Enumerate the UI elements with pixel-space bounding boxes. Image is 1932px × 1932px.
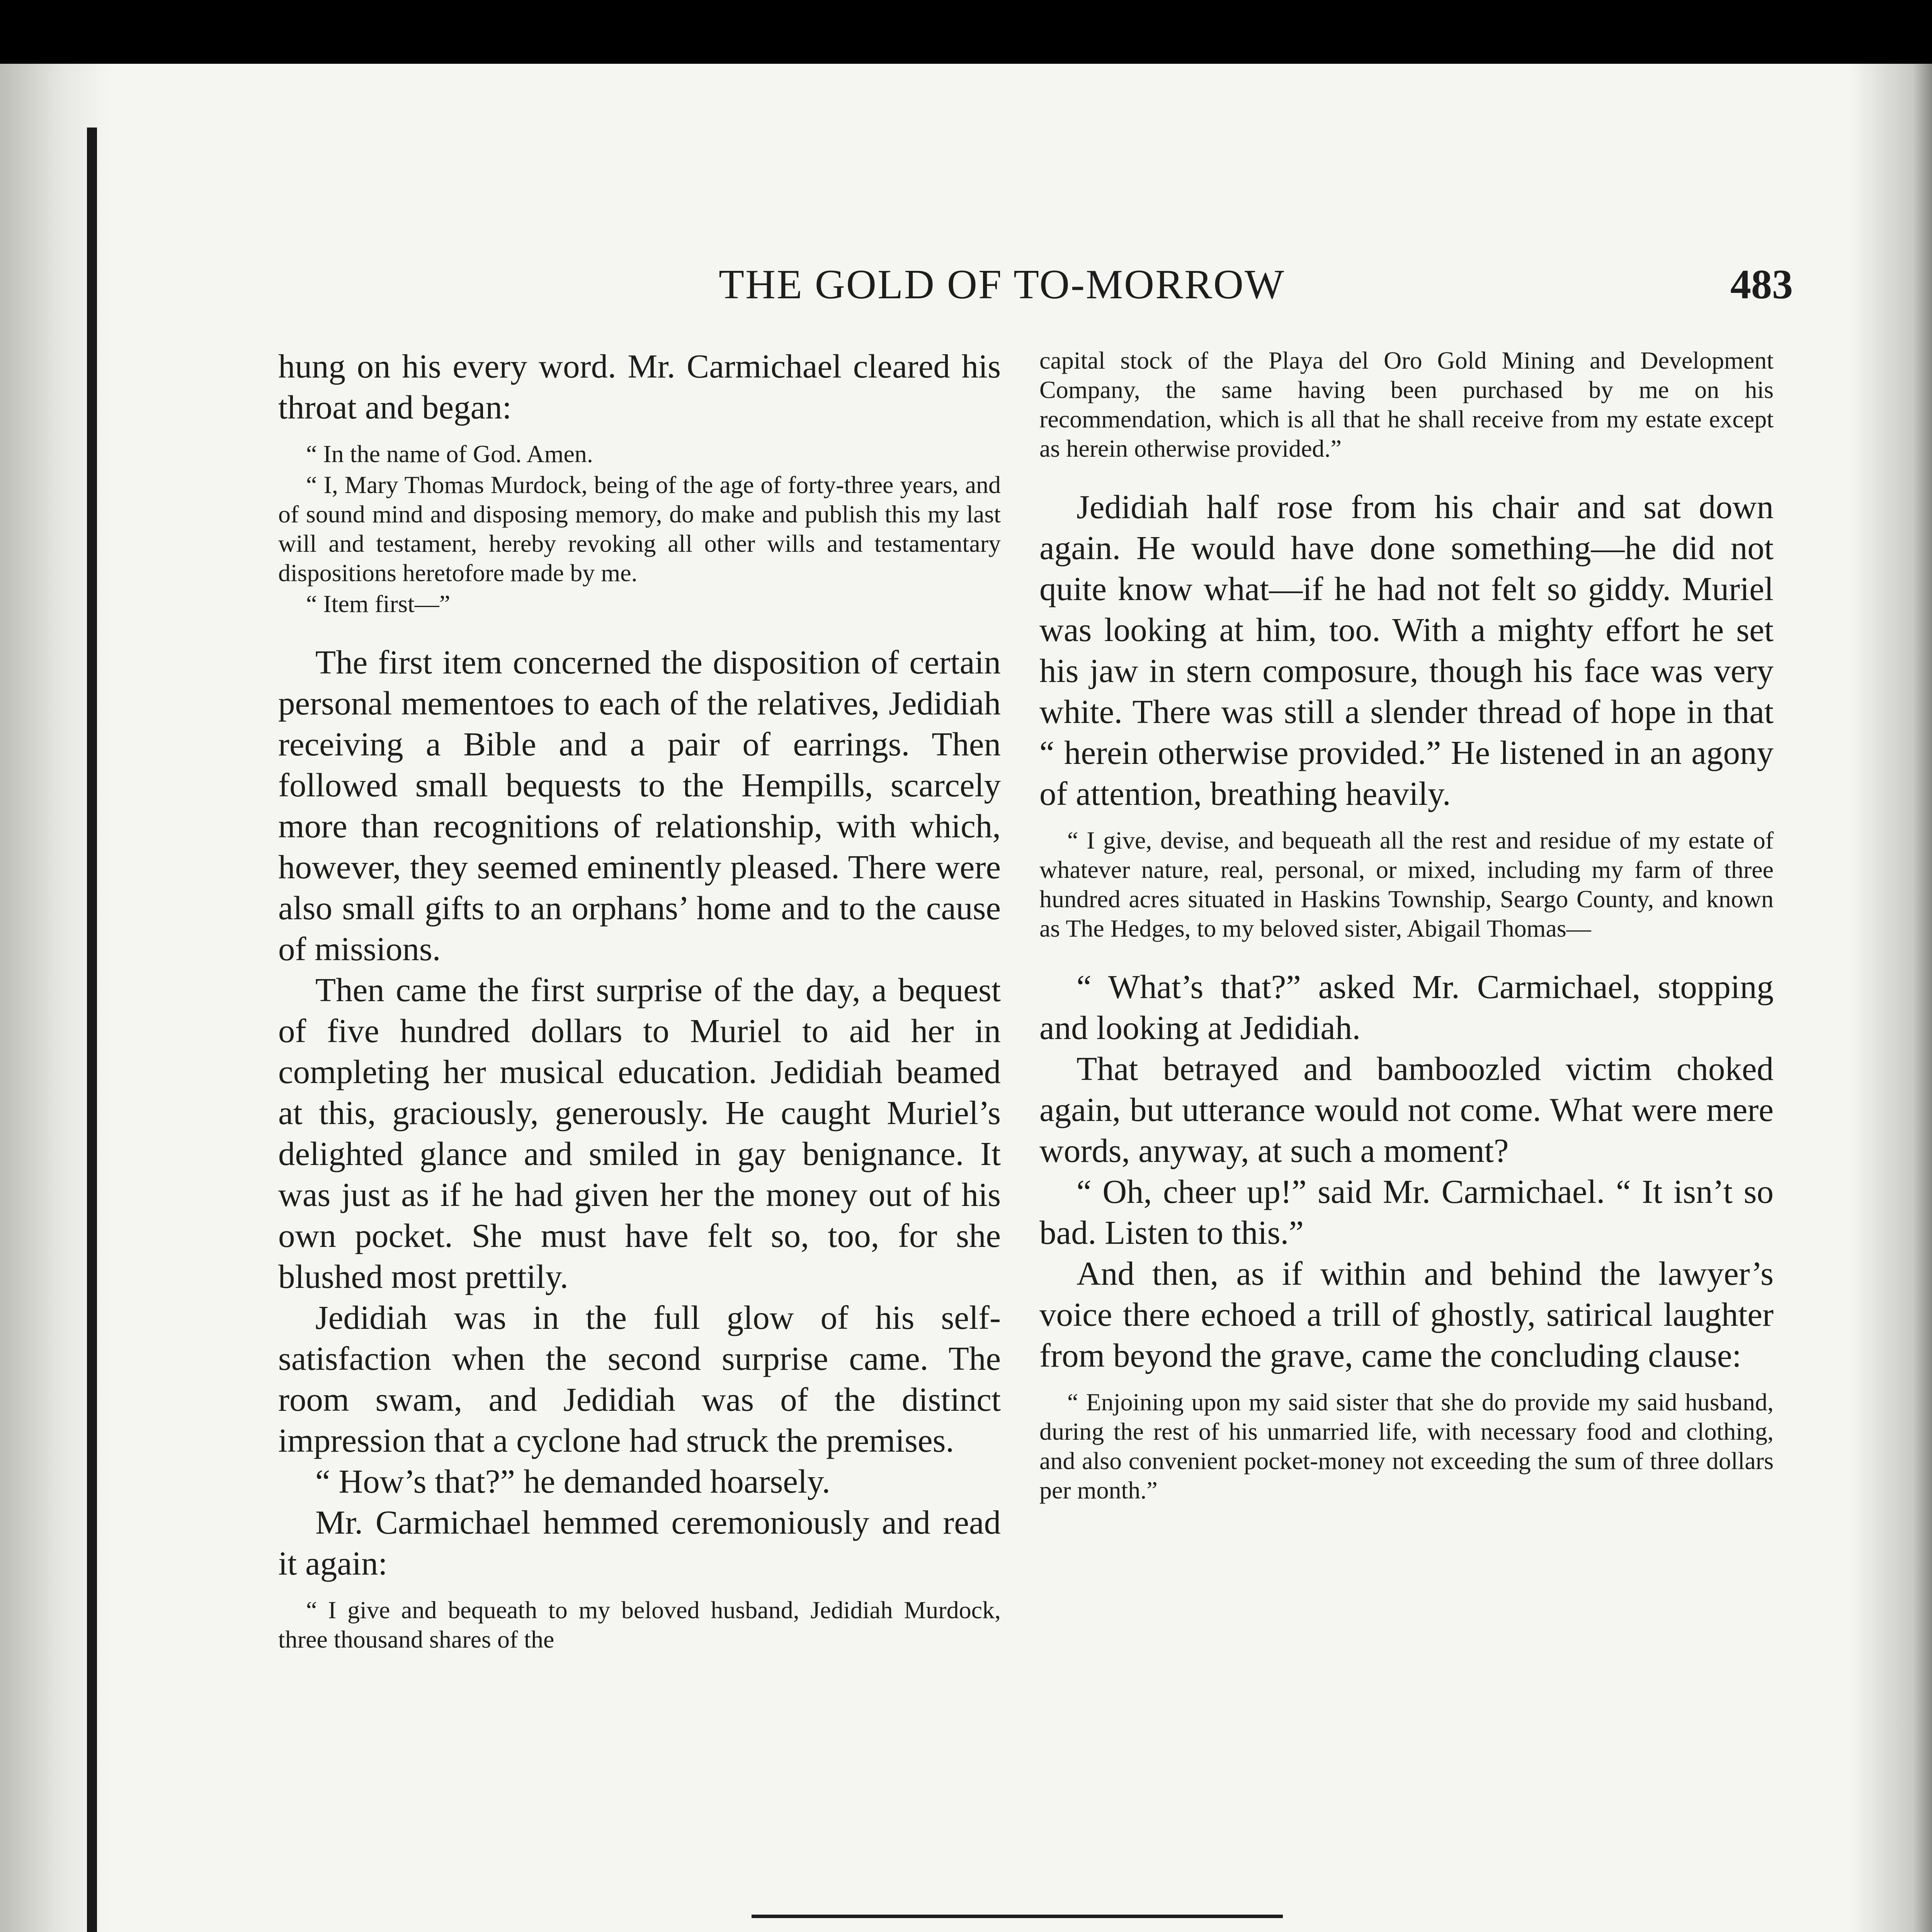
paragraph: That betrayed and bamboozled victim choked again, but utterance would not come. What were mere words, anyway, at such a moment?: [1039, 1050, 1774, 1169]
paragraph: Jedidiah was in the full glow of his self-satisfaction when the second surprise came. The room swam, and Jedidiah was of the distinct impression that a cyclone had struck the premises.: [278, 1299, 1001, 1459]
running-title: THE GOLD OF TO-MORROW: [719, 262, 1285, 308]
quote-line: “ I give, devise, and bequeath all the rest and residue of my estate of whatever nature, real, personal, or mixed, including my farm of three hundred acres situated in Haskins Township, Seargo County, and known as The Hedges, to my beloved sister, Abigail Thomas—: [1039, 827, 1774, 942]
will-quote: [278, 1595, 1001, 1654]
paragraph: “ What’s that?” asked Mr. Carmichael, stopping and looking at Jedidiah.: [1039, 968, 1774, 1046]
paragraph: Then came the first surprise of the day, a bequest of five hundred dollars to Muriel to aid her in completing her musical education. Jedidiah beamed at this, graciously, generously. He caught Muriel’s delighted glance and smiled in gay benignance. It was just as if he had given her the money out of his own pocket. She must have felt so, too, for she blushed most prettily.: [278, 971, 1001, 1295]
page-edge-shadow: [1851, 64, 1932, 1932]
page-number: 483: [1730, 262, 1793, 308]
right-column: [1039, 346, 1774, 1528]
paragraph: hung on his every word. Mr. Carmichael cleared his throat and began:: [278, 347, 1001, 426]
will-quote: [1039, 346, 1774, 463]
quote-line: “ In the name of God. Amen.: [306, 440, 593, 468]
quote-line: capital stock of the Playa del Oro Gold Mining and Development Company, the same having been purchased by me on his recommendation, which is all that he shall receive from my estate except as herein otherwise provided.”: [1039, 347, 1774, 462]
quote-line: “ Enjoining upon my said sister that she do provide my said husband, during the rest of his unmarried life, with necessary food and clothing, and also convenient pocket-money not exceeding the sum of three dollars per month.”: [1039, 1388, 1774, 1504]
quote-line: “ I give and bequeath to my beloved husband, Jedidiah Murdock, three thousand shares of the: [278, 1596, 1001, 1653]
paragraph: And then, as if within and behind the lawyer’s voice there echoed a trill of ghostly, satirical laughter from beyond the grave, came the concluding clause:: [1039, 1255, 1774, 1374]
paragraph: Jedidiah half rose from his chair and sat down again. He would have done something—he did not quite know what—if he had not felt so giddy. Muriel was looking at him, too. With a mighty effort he set his jaw in stern composure, though his face was very white. There was still a slender thread of hope in that “ herein otherwise provided.” He listened in an agony of attention, breathing heavily.: [1039, 488, 1774, 812]
will-quote: [1039, 826, 1774, 943]
page-header: [719, 261, 1793, 315]
paragraph: The first item concerned the disposition of certain personal mementoes to each of the relatives, Jedidiah receiving a Bible and a pair of earrings. Then followed small bequests to the Hempills, scarcely more than recognitions of relationship, with which, however, they seemed eminently pleased. There were also small gifts to an orphans’ home and to the cause of missions.: [278, 643, 1001, 968]
binding-line: [87, 128, 97, 1932]
section-divider: [752, 1915, 1283, 1918]
will-quote: [1039, 1388, 1774, 1505]
paragraph: “ Oh, cheer up!” said Mr. Carmichael. “ It isn’t so bad. Listen to this.”: [1039, 1173, 1774, 1251]
will-quote: [278, 439, 1001, 619]
quote-line: “ I, Mary Thomas Murdock, being of the age of forty-three years, and of sound mind and disposing memory, do make and publish this my last will and testament, hereby revoking all other wills and testamentary dispositions heretofore made by me.: [278, 471, 1001, 587]
left-column: [278, 346, 1001, 1677]
paragraph: “ How’s that?” he demanded hoarsely.: [315, 1463, 830, 1500]
paragraph: Mr. Carmichael hemmed ceremoniously and read it again:: [278, 1503, 1001, 1582]
quote-line: “ Item first—”: [306, 590, 451, 617]
